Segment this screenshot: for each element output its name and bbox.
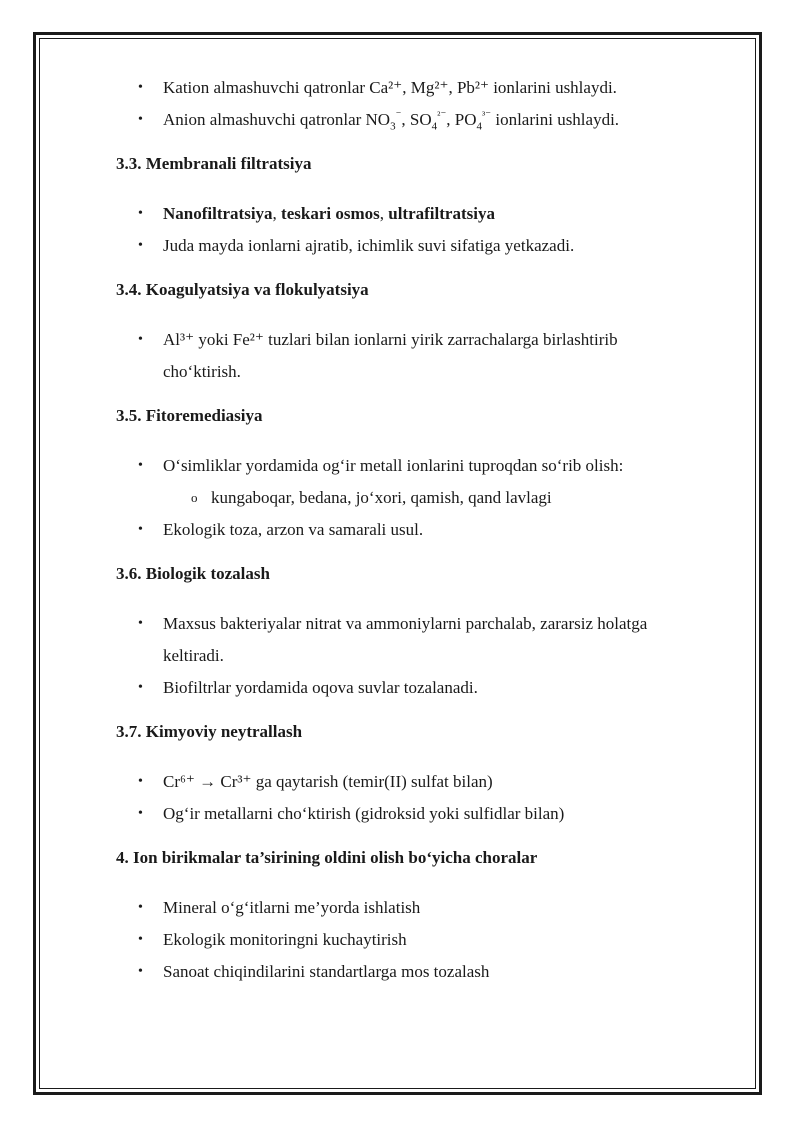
bullet: • (138, 964, 143, 979)
bullet: • (138, 522, 143, 537)
list-item (116, 104, 716, 136)
bullet: • (138, 332, 143, 347)
item-text: Anion almashuvchi qatronlar NO (163, 110, 391, 129)
section-heading: 3.5. Fitoremediasiya (116, 406, 263, 425)
sub-list (163, 482, 716, 514)
item-text: ionlarini ushlaydi. (491, 110, 620, 129)
sub-bullet: o (191, 490, 198, 505)
list-item (116, 924, 716, 956)
item-text: Sanoat chiqindilarini standartlarga mos tozalash (163, 962, 490, 981)
bullet: • (138, 112, 143, 127)
item-text: Kation almashuvchi qatronlar Ca²⁺, Mg²⁺, Pb²⁺ ionlarini ushlaydi. (163, 78, 617, 97)
item-text: Biofiltrlar yordamida oqova suvlar tozalanadi. (163, 678, 478, 697)
sub-list-item (116, 482, 716, 514)
item-text: Maxsus bakteriyalar nitrat va ammoniylarni parchalab, zararsiz holatga (163, 614, 648, 633)
item-term: teskari osmos (281, 204, 380, 223)
bullet: • (138, 680, 143, 695)
bullet: • (138, 806, 143, 821)
section-heading: 3.3. Membranali filtratsiya (116, 154, 312, 173)
item-term: Nanofiltratsiya (163, 204, 273, 223)
item-text: Ekologik monitoringni kuchaytirish (163, 930, 407, 949)
bullet: • (138, 238, 143, 253)
list-item (116, 230, 716, 262)
top-list (116, 72, 716, 136)
item-sep: , (379, 204, 389, 223)
bullet: • (138, 774, 143, 789)
section-heading: 3.7. Kimyoviy neytrallash (116, 722, 303, 741)
item-text: Ekologik toza, arzon va samarali usul. (163, 520, 424, 539)
section-heading: 3.6. Biologik tozalash (116, 564, 270, 583)
item-text: O‘simliklar yordamida og‘ir metall ionlarini tuproqdan so‘rib olish: (163, 456, 624, 475)
section-heading: 4. Ion birikmalar ta’sirining oldini olish bo‘yicha choralar (116, 848, 538, 867)
list-item (116, 72, 716, 104)
bullet: • (138, 80, 143, 95)
item-text: kungaboqar, bedana, jo‘xori, qamish, qand lavlagi (211, 488, 552, 507)
superscript: ³⁻ (481, 109, 492, 122)
item-text: Cr⁶⁺ → Cr³⁺ ga qaytarish (temir(II) sulfat bilan) (163, 772, 493, 791)
section-list (116, 324, 716, 388)
item-text: keltiradi. (163, 646, 224, 665)
section-list (116, 766, 716, 830)
subscript: 4 (431, 120, 438, 133)
bullet: • (138, 206, 143, 221)
list-item (116, 956, 716, 988)
section-heading: 3.4. Koagulyatsiya va flokulyatsiya (116, 280, 369, 299)
item-text: Og‘ir metallarni cho‘ktirish (gidroksid yoki sulfidlar bilan) (163, 804, 565, 823)
item-text: Mineral o‘g‘itlarni me’yorda ishlatish (163, 898, 421, 917)
item-text: cho‘ktirish. (163, 362, 241, 381)
list-item (116, 324, 716, 388)
superscript: ²⁻ (437, 109, 447, 122)
item-text: , SO (401, 110, 432, 129)
document-body (116, 72, 716, 988)
list-item (116, 766, 716, 798)
bullet: • (138, 900, 143, 915)
list-item (116, 198, 716, 230)
item-text: Juda mayda ionlarni ajratib, ichimlik suvi sifatiga yetkazadi. (163, 236, 575, 255)
section-list (116, 608, 716, 704)
list-item (116, 450, 716, 514)
section-list (116, 892, 716, 988)
item-text: Al³⁺ yoki Fe²⁺ tuzlari bilan ionlarni yirik zarrachalarga birlashtirib (163, 330, 618, 349)
section-list (116, 198, 716, 262)
list-item (116, 608, 716, 672)
superscript: ⁻ (395, 109, 402, 122)
subscript: 4 (476, 120, 482, 133)
bullet: • (138, 932, 143, 947)
list-item (116, 514, 716, 546)
list-item (116, 672, 716, 704)
item-term: ultrafiltratsiya (388, 204, 495, 223)
list-item (116, 892, 716, 924)
list-item (116, 798, 716, 830)
bullet: • (138, 616, 143, 631)
subscript: 3 (390, 120, 396, 133)
item-text: , PO (446, 110, 477, 129)
bullet: • (138, 458, 143, 473)
section-list (116, 450, 716, 546)
item-sep: , (272, 204, 282, 223)
